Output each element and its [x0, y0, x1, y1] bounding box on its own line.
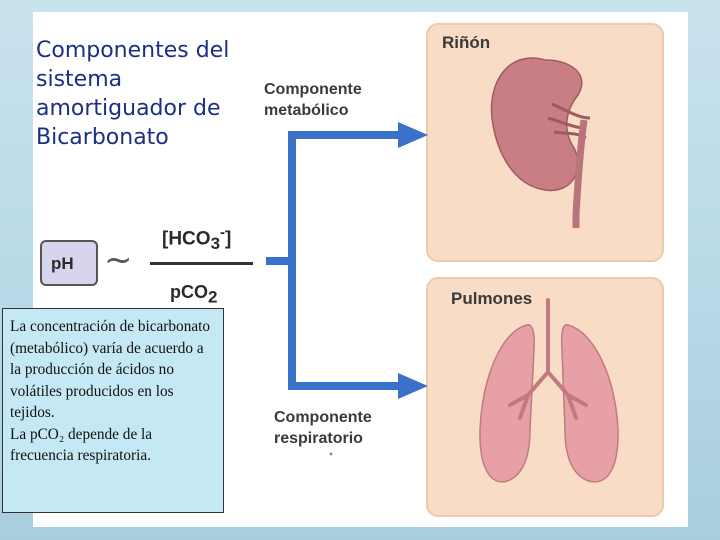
pco2-term	[170, 282, 217, 308]
bicarbonate-charge: -	[220, 224, 226, 241]
arrow-right-icon	[266, 122, 428, 399]
pco2-text: pCO	[170, 282, 208, 302]
metabolic-component-label: Componente metabólico	[264, 81, 362, 119]
kidney-label: Riñón	[442, 33, 491, 52]
note-paragraph-1: La concentración de bicarbonato (metabólico) varía de acuerdo a la producción de ácidos no volátiles producidos en los tejidos.	[10, 318, 211, 421]
lungs-icon	[480, 300, 618, 482]
ph-label: pH	[51, 254, 74, 273]
bicarbonate-bracket: ]	[225, 228, 232, 250]
bicarbonate-term	[162, 224, 231, 254]
slide-title: Componentes del sistema amortiguador de Bicarbonato	[36, 38, 230, 150]
pco2-subscript: 2	[208, 287, 218, 307]
respiratory-component-label: Componente respiratorio	[274, 409, 372, 447]
proportional-symbol: ~	[104, 240, 133, 280]
bicarbonate-text: [HCO	[162, 228, 211, 250]
kidney-icon	[492, 58, 590, 228]
note-paragraph-2: La pCO₂ depende de la frecuencia respiratoria.	[10, 425, 153, 464]
lungs-label: Pulmones	[451, 289, 533, 308]
explanation-note	[2, 308, 224, 513]
fraction-line	[150, 262, 253, 265]
ph-box	[40, 240, 98, 286]
bicarbonate-subscript: 3	[210, 234, 221, 254]
